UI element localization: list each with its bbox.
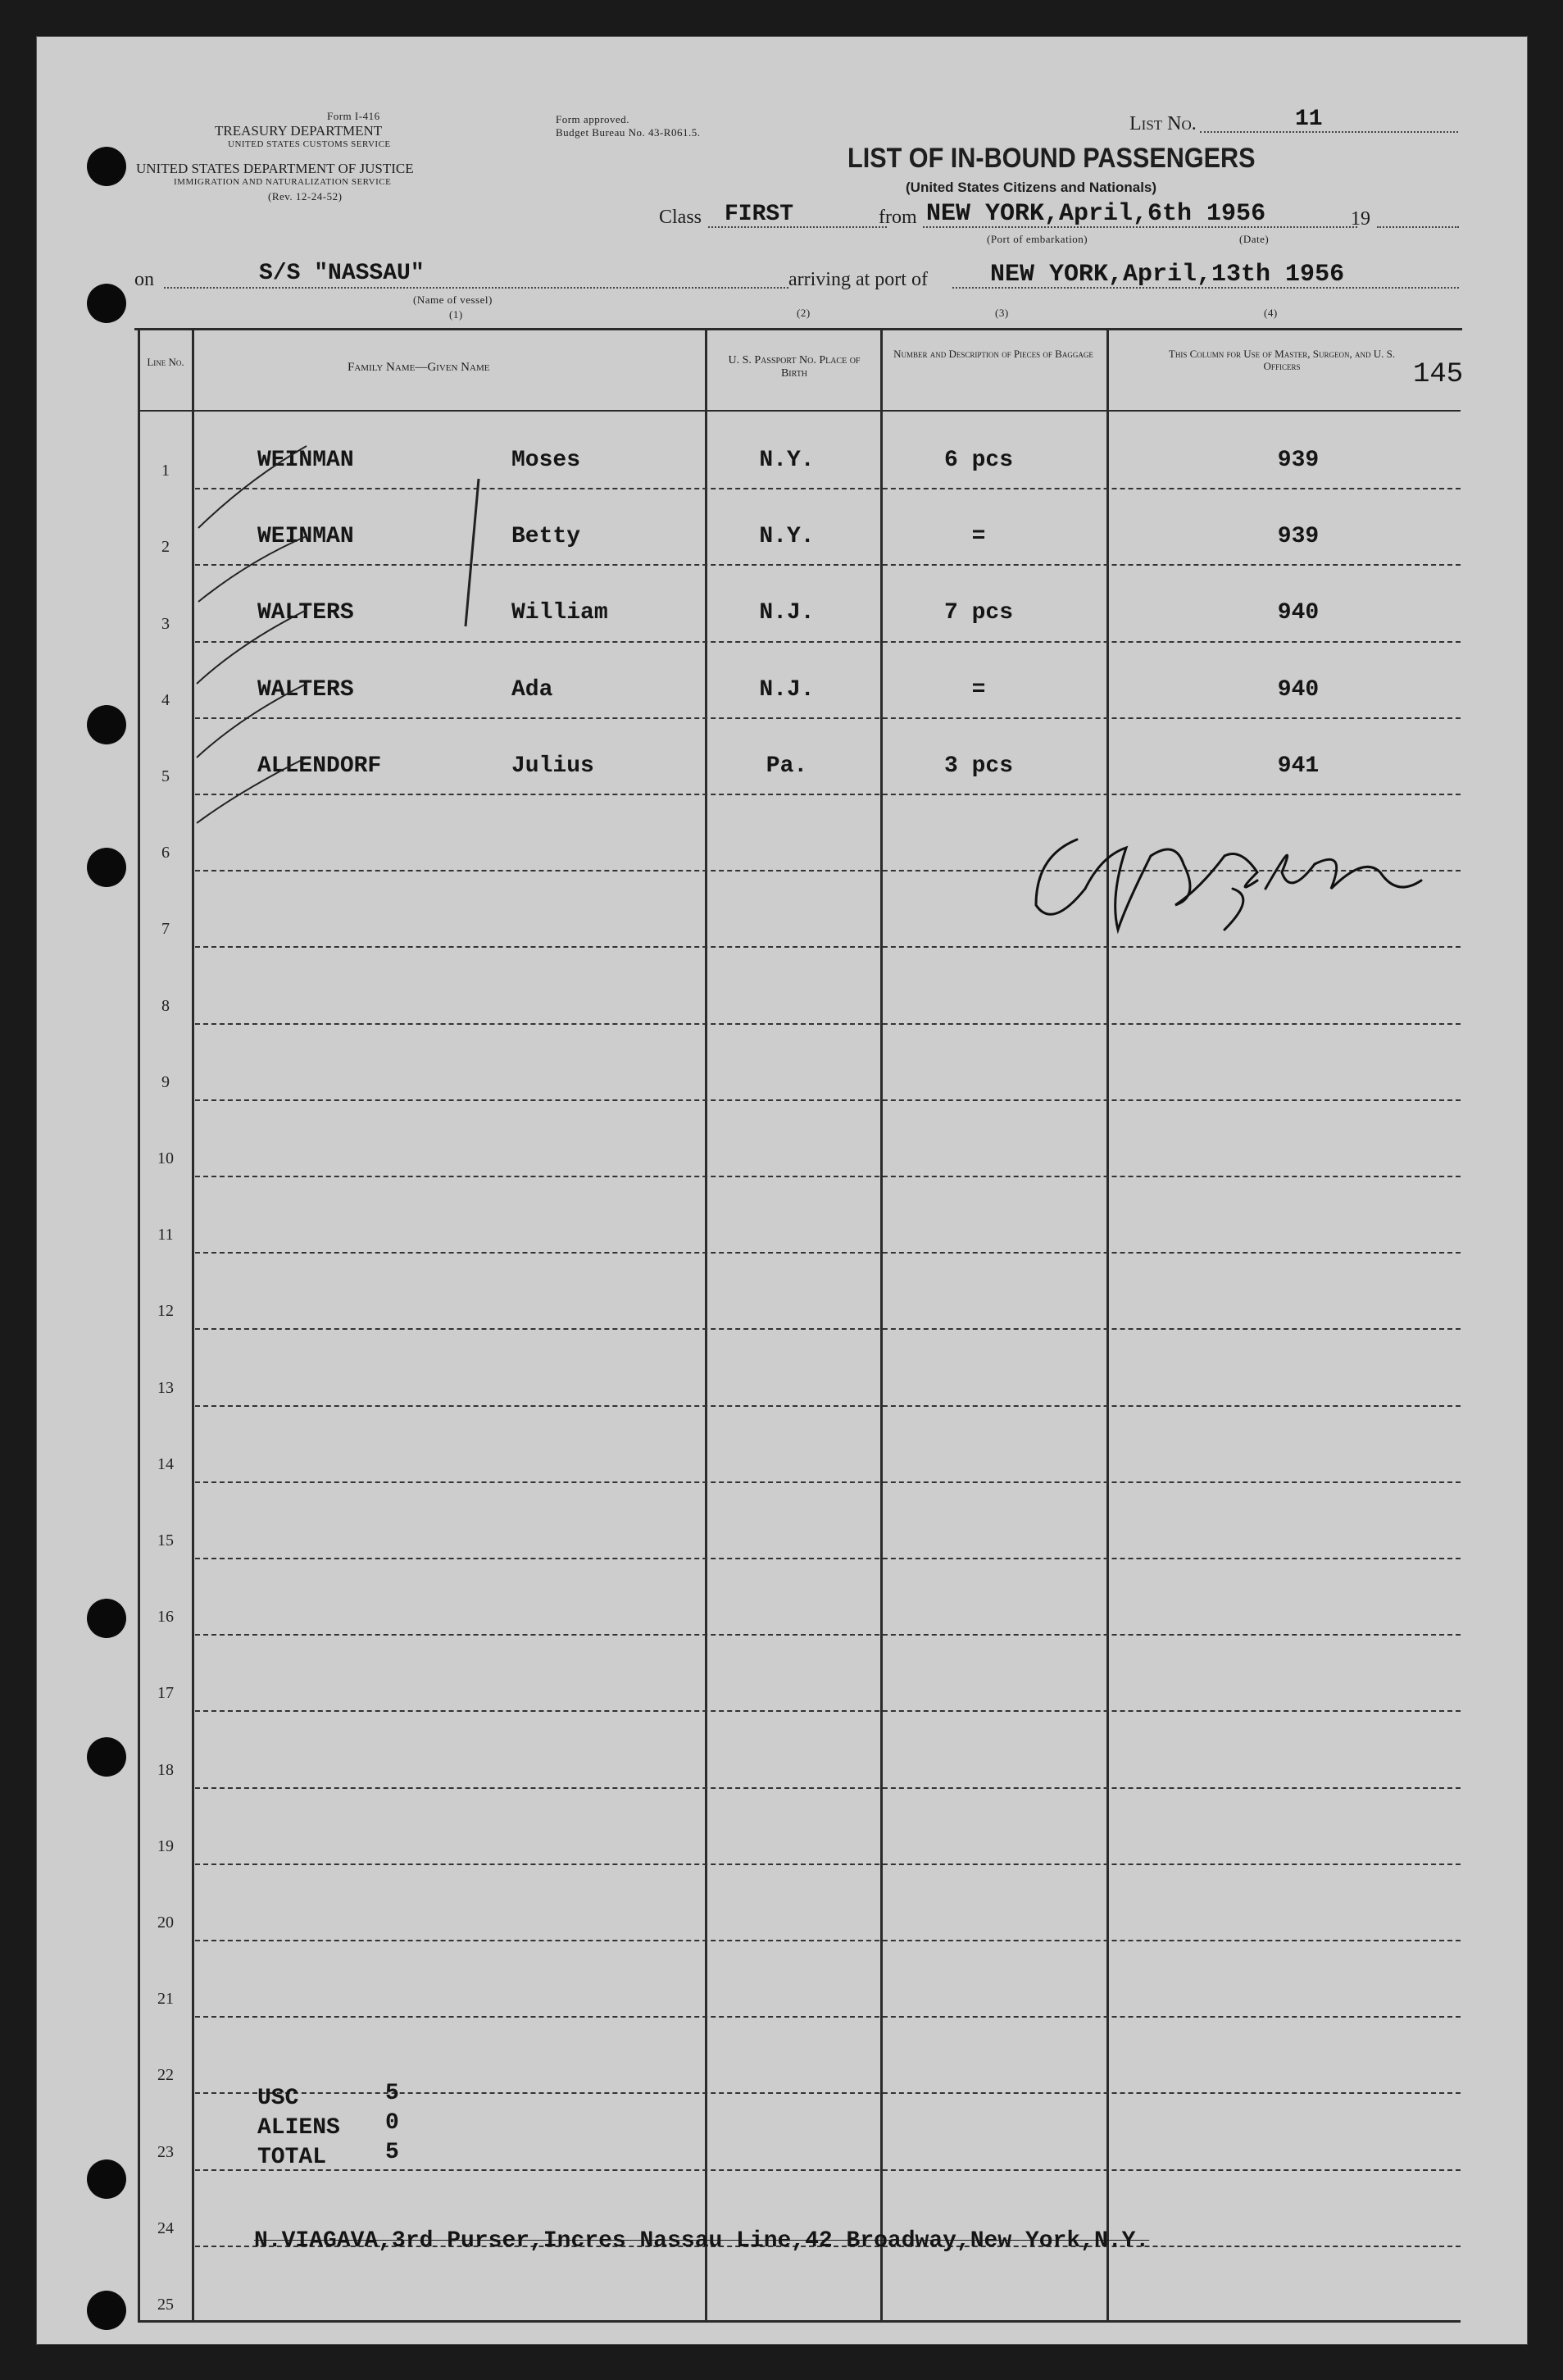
class-label: Class bbox=[659, 207, 702, 228]
line-number: 3 bbox=[161, 615, 170, 633]
line-number: 9 bbox=[161, 1073, 170, 1091]
line-number: 16 bbox=[157, 1608, 174, 1626]
aliens-value: 0 bbox=[385, 2110, 399, 2136]
officers-header: This Column for Use of Master, Surgeon, and U. S. Officers bbox=[1168, 348, 1396, 372]
name-header: Family Name—Given Name bbox=[348, 361, 490, 374]
passenger-given-name: William bbox=[511, 600, 608, 626]
passenger-baggage: = bbox=[971, 677, 986, 703]
list-number-value: 11 bbox=[1295, 107, 1323, 132]
line-number: 5 bbox=[161, 767, 170, 785]
passenger-baggage: 6 pcs bbox=[943, 448, 1013, 473]
passenger-family-name: ALLENDORF bbox=[257, 753, 382, 779]
col-num-2: (2) bbox=[797, 307, 811, 319]
passenger-baggage: 7 pcs bbox=[943, 600, 1013, 626]
line-number: 11 bbox=[157, 1226, 174, 1244]
line-number: 25 bbox=[157, 2296, 174, 2314]
passenger-baggage: = bbox=[971, 524, 986, 549]
passenger-given-name: Ada bbox=[511, 677, 553, 703]
line-number: 13 bbox=[157, 1379, 174, 1397]
passenger-birth-place: Pa. bbox=[766, 753, 808, 779]
passenger-officer-ref: 941 bbox=[1277, 753, 1320, 779]
passenger-officer-ref: 940 bbox=[1277, 677, 1320, 703]
baggage-header: Number and Description of Pieces of Baggage bbox=[893, 348, 1093, 360]
passenger-given-name: Julius bbox=[511, 753, 594, 779]
treasury-department: TREASURY DEPARTMENT bbox=[215, 123, 383, 139]
passenger-family-name: WEINMAN bbox=[257, 524, 354, 549]
pen-marks bbox=[36, 36, 1528, 2345]
passenger-family-name: WALTERS bbox=[257, 677, 354, 703]
officer-signature bbox=[987, 807, 1479, 954]
passenger-given-name: Betty bbox=[511, 524, 581, 549]
date-caption: (Date) bbox=[1239, 233, 1270, 245]
vessel-value: S/S "NASSAU" bbox=[259, 261, 425, 286]
line-number: 22 bbox=[157, 2066, 174, 2084]
passenger-baggage: 3 pcs bbox=[943, 753, 1013, 779]
aliens-label: ALIENS bbox=[257, 2115, 340, 2141]
passenger-family-name: WEINMAN bbox=[257, 448, 354, 473]
page-title: LIST OF IN-BOUND PASSENGERS bbox=[847, 143, 1256, 174]
line-number: 18 bbox=[157, 1761, 174, 1779]
line-number: 17 bbox=[157, 1684, 174, 1702]
total-label: TOTAL bbox=[257, 2145, 327, 2170]
budget-bureau: Budget Bureau No. 43-R061.5. bbox=[556, 126, 701, 139]
immigration-service: IMMIGRATION AND NATURALIZATION SERVICE bbox=[174, 177, 392, 187]
line-number: 8 bbox=[161, 997, 170, 1015]
on-label: on bbox=[134, 269, 154, 290]
line-no-header: Line No. bbox=[147, 356, 184, 368]
passenger-birth-place: N.J. bbox=[759, 600, 815, 626]
page-number: 145 bbox=[1413, 359, 1464, 390]
passenger-officer-ref: 939 bbox=[1277, 524, 1320, 549]
passport-header: U. S. Passport No. Place of Birth bbox=[728, 354, 861, 380]
from-label: from bbox=[879, 207, 917, 228]
col-num-1: (1) bbox=[449, 308, 463, 321]
usc-label: USC bbox=[257, 2086, 299, 2111]
total-value: 5 bbox=[385, 2140, 399, 2165]
line-number: 7 bbox=[161, 920, 170, 938]
passenger-officer-ref: 940 bbox=[1277, 600, 1320, 626]
line-number: 19 bbox=[157, 1837, 174, 1855]
customs-service: UNITED STATES CUSTOMS SERVICE bbox=[228, 139, 391, 149]
from-value: NEW YORK,April,6th 1956 bbox=[926, 200, 1266, 228]
line-number: 2 bbox=[161, 538, 170, 556]
line-number: 21 bbox=[157, 1990, 174, 2008]
passenger-family-name: WALTERS bbox=[257, 600, 354, 626]
col-num-3: (3) bbox=[995, 307, 1009, 319]
line-number: 10 bbox=[157, 1149, 174, 1167]
revision-date: (Rev. 12-24-52) bbox=[268, 190, 343, 203]
passenger-given-name: Moses bbox=[511, 448, 581, 473]
passenger-officer-ref: 939 bbox=[1277, 448, 1320, 473]
passenger-birth-place: N.Y. bbox=[759, 524, 815, 549]
arriving-value: NEW YORK,April,13th 1956 bbox=[990, 261, 1345, 289]
line-number: 4 bbox=[161, 691, 170, 709]
department-of-justice: UNITED STATES DEPARTMENT OF JUSTICE bbox=[136, 161, 414, 176]
line-number: 1 bbox=[161, 462, 170, 480]
col-num-4: (4) bbox=[1264, 307, 1278, 319]
manifest-sheet bbox=[36, 36, 1528, 2345]
line-number: 14 bbox=[157, 1455, 174, 1473]
line-number: 20 bbox=[157, 1914, 174, 1932]
passenger-birth-place: N.Y. bbox=[759, 448, 815, 473]
list-number-label: List No. bbox=[1129, 113, 1197, 134]
arriving-label: arriving at port of bbox=[788, 269, 928, 290]
line-number: 23 bbox=[157, 2143, 174, 2161]
class-value: FIRST bbox=[725, 202, 794, 227]
passenger-birth-place: N.J. bbox=[759, 677, 815, 703]
port-embark-caption: (Port of embarkation) bbox=[987, 233, 1088, 245]
form-number: Form I-416 bbox=[327, 110, 380, 122]
year-label: 19 bbox=[1351, 208, 1370, 230]
line-number: 15 bbox=[157, 1531, 174, 1550]
form-approved: Form approved. bbox=[556, 113, 630, 125]
usc-value: 5 bbox=[385, 2081, 399, 2106]
vessel-caption: (Name of vessel) bbox=[413, 294, 493, 306]
line-number: 12 bbox=[157, 1302, 174, 1320]
line-number: 24 bbox=[157, 2219, 174, 2237]
page-subtitle: (United States Citizens and Nationals) bbox=[906, 180, 1157, 195]
line-number: 6 bbox=[161, 844, 170, 862]
purser-line: N.VIAGAVA,3rd Purser,Incres Nassau Line,42 Broadway,New York,N.Y. bbox=[254, 2228, 1150, 2254]
